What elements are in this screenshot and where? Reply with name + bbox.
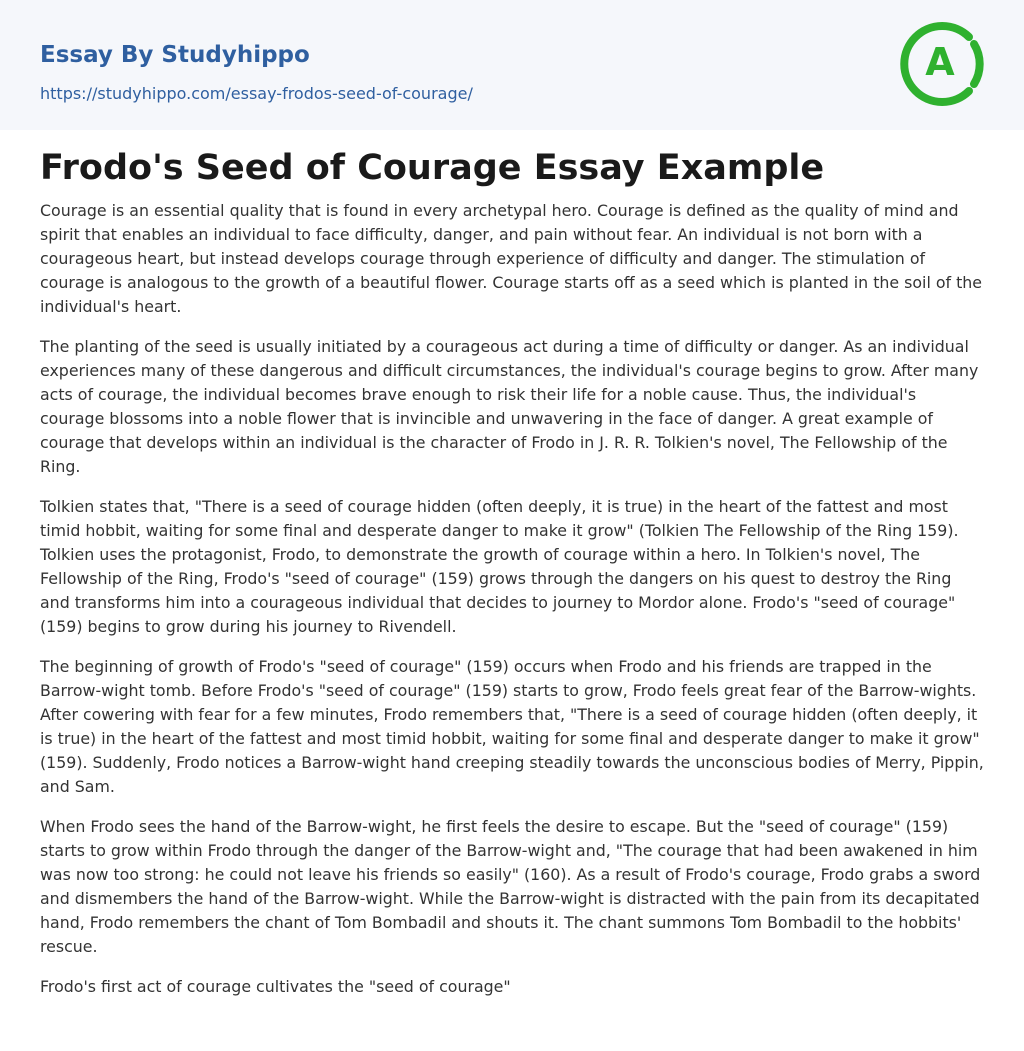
paragraph: The beginning of growth of Frodo's "seed of courage" (159) occurs when Frodo and his friends are trapped in the Barrow-wight tomb. Before Frodo's "seed of courage" (159) starts to grow, Frodo feels great fear of the Barrow-wights. After cowering with fear for a few minutes, Frodo remembers that, "There is a seed of courage hidden (often deeply, it is true) in the heart of the fattest and most timid hobbit, waiting for some final and desperate danger to make it grow" (159). Suddenly, Frodo notices a Barrow-wight hand creeping steadily towards the unconscious bodies of Merry, Pippin, and Sam. (40, 657, 984, 796)
article (0, 147, 1024, 999)
site-name[interactable]: Essay By Studyhippo (40, 42, 310, 68)
paragraph: Courage is an essential quality that is found in every archetypal hero. Courage is defined as the quality of mind and spirit that enables an individual to face difficulty, danger, and pain without fear. An individual is not born with a courageous heart, but instead develops courage through experience of difficulty and danger. The stimulation of courage is analogous to the growth of a beautiful flower. Courage starts off as a seed which is planted in the soil of the individual's heart. (40, 201, 983, 316)
logo-letter: A (925, 40, 955, 84)
paragraph: Tolkien states that, "There is a seed of courage hidden (often deeply, it is true) in the heart of the fattest and most timid hobbit, waiting for some final and desperate danger to make it grow" (Tolkien The Fellowship of the Ring 159). Tolkien uses the protagonist, Frodo, to demonstrate the growth of courage within a hero. In Tolkien's novel, The Fellowship of the Ring, Frodo's "seed of courage" (159) grows through the dangers on his quest to destroy the Ring and transforms him into a courageous individual that decides to journey to Mordor alone. Frodo's "seed of courage" (159) begins to grow during his journey to Rivendell. (40, 497, 959, 636)
paragraph: Frodo's first act of courage cultivates the "seed of courage" (40, 977, 511, 996)
paragraph: When Frodo sees the hand of the Barrow-wight, he first feels the desire to escape. But the "seed of courage" (159) starts to grow within Frodo through the danger of the Barrow-wight and, "The courage that had been awakened in him was now too strong: he could not leave his friends so easily" (160). As a result of Frodo's courage, Frodo grabs a sword and dismembers the hand of the Barrow-wight. While the Barrow-wight is distracted with the pain from its decapitated hand, Frodo remembers the chant of Tom Bombadil and shouts it. The chant summons Tom Bombadil to the hobbits' rescue. (40, 817, 981, 956)
site-header (0, 0, 1024, 130)
paragraph: The planting of the seed is usually initiated by a courageous act during a time of difficulty or danger. As an individual experiences many of these dangerous and difficult circumstances, the individual's courage begins to grow. After many acts of courage, the individual becomes brave enough to risk their life for a noble cause. Thus, the individual's courage blossoms into a noble flower that is invincible and unwavering in the face of danger. A great example of courage that develops within an individual is the character of Frodo in J. R. R. Tolkien's novel, The Fellowship of the Ring. (40, 337, 979, 476)
studyhippo-logo-icon[interactable] (898, 20, 986, 108)
page-title: Frodo's Seed of Courage Essay Example (40, 148, 825, 188)
page-url-link[interactable]: https://studyhippo.com/essay-frodos-seed-of-courage/ (40, 84, 473, 103)
